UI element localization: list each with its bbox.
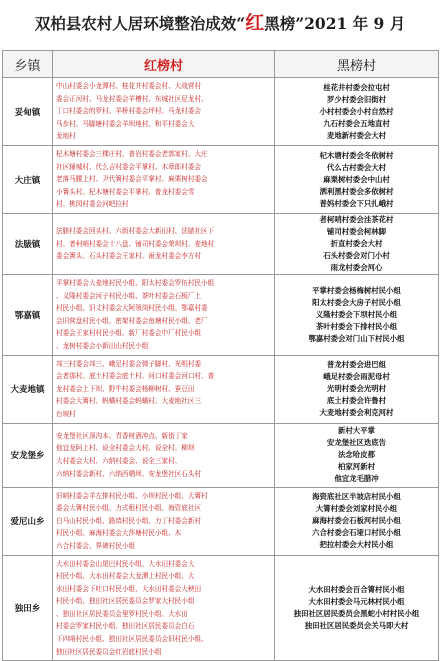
black-list-village: 光明村委会光明村: [326, 384, 387, 394]
table-header-row: [3, 51, 439, 78]
black-list-village: 海资底社区半坡店村民小组: [312, 492, 401, 502]
red-list-cell: [53, 214, 275, 275]
red-list-line: 他宜龙阿上村、说全村委会大村、说全村、柳坝: [56, 444, 195, 453]
black-list-village: 罗少村委会旧街村: [326, 94, 387, 104]
table-row: [3, 146, 439, 214]
black-list-cell: [275, 423, 439, 487]
red-list-line: 村民小组、独田社区居民委员会罗家大村民小组: [56, 597, 195, 606]
black-list-village: 大箐村委会刘家村民小组: [315, 504, 398, 514]
red-list-line: 中山村委会小龙潭村、桂花井村委会村、大战营村: [56, 82, 202, 91]
black-list-village: 茶叶村委会下排村民小组: [315, 321, 398, 331]
red-list-line: 委会大箐村民小组、力式租村民小组、海资底社区: [56, 504, 202, 513]
table-row: [3, 355, 439, 423]
black-list-village: 阳太村委会大房子村民小组: [312, 297, 401, 307]
red-list-cell: [53, 355, 275, 423]
red-list-line: 村民小组、旧丈村委会大阿领岗村民小组、鄂嘉村委: [56, 304, 208, 313]
red-list-line: 小箐头村、杞木塘村委会平掌村、普龙村委会雪: [56, 187, 195, 196]
black-list-village: 峨足村委会雨泥母村: [323, 372, 390, 382]
red-list-line: 、义隆村委会河子村民小组、茶叶村委会石板厂上: [56, 291, 202, 300]
black-list-cell: [275, 275, 439, 356]
black-list-village: 洒利黑村委会多依树村: [319, 186, 394, 196]
red-list-line: 老落马腰上村、尹代箐村委会平掌村、麻栗树村委会: [56, 175, 208, 184]
town-name: 独田乡: [3, 555, 53, 661]
town-name: 法脿镇: [3, 214, 53, 275]
black-list-village: 小村村委会小村自然村: [319, 106, 394, 116]
red-list-line: 下四哨村民小组、独田社区居民委员会旧村民小组、: [56, 635, 208, 644]
table-row: [3, 214, 439, 275]
ranking-table: [2, 50, 439, 661]
red-list-line: 龙地村: [56, 132, 76, 141]
red-list-line: 村民小组、麻海村委会大莎塘村民小组、木: [56, 529, 182, 538]
black-list-village: 柏家河新村: [338, 462, 375, 472]
black-list-village: 六合村委会石垭口村民小组: [312, 528, 401, 538]
black-list-village: 他宜龙毛腊冲: [334, 474, 379, 484]
title-red-char: 红: [245, 12, 265, 34]
red-list-line: 马步村、马脚塘村委会羊坝地村、和平村委会大: [56, 119, 195, 128]
black-list-village: 麻栗树村委会中山村: [323, 174, 390, 184]
red-list-line: 委会正河村、马龙村委会羊槽村、东城社区尼龙村、: [56, 94, 208, 103]
black-list-cell: [275, 555, 439, 661]
page-title: [0, 3, 440, 43]
red-list-line: 杞木塘村委会三棵庄村、普岩村委会老郭家村、大庄: [56, 150, 208, 159]
red-list-line: 法脿村委会回头村、六街村委会大新田村、法脿社区下: [56, 227, 215, 236]
black-list-village: 折直村委会大村: [330, 239, 383, 248]
red-list-line: 六纳村委会新村、六纳西晒坝、安龙堡社区石头村: [56, 469, 202, 478]
town-name: 鄂嘉镇: [3, 275, 53, 356]
red-list-line: 委会箐头、石头村委会王家村、雨龙村委会李方村: [56, 252, 202, 261]
black-list-village: 石头村委会对门小村: [323, 251, 390, 260]
red-list-line: 平掌村委会大麦地村民小组、阳太村委会罗伍村民小组: [56, 279, 215, 287]
red-list-line: 大村委会大村、六纳村委会、说全三家村、: [56, 457, 182, 466]
black-list-cell: [275, 355, 439, 423]
red-list-cell: [53, 555, 275, 661]
red-list-line: 丁口村委会的罗村、羊桥村委会坪村、马龙村委会: [56, 107, 202, 116]
red-list-cell: [53, 78, 275, 146]
red-list-cell: [53, 275, 275, 356]
black-list-village: 九石村委会五地直村: [323, 118, 390, 128]
black-list-village: 新村大平掌: [338, 426, 375, 436]
black-list-village: 麻海村委会石板河村民小组: [312, 516, 401, 526]
town-name: 爱尼山乡: [3, 487, 53, 555]
black-list-village: 底土村委会许鲁村: [326, 396, 387, 406]
red-list-cell: [53, 146, 275, 214]
header-town: 乡镇: [3, 51, 53, 78]
red-list-line: 龙村委会上下坝、野牛村委会杨柳树村、蚕豆田: [56, 384, 195, 393]
red-list-line: 、龙树村委会小新田山村民小组: [56, 341, 149, 350]
header-black-list: 黑榜村: [275, 51, 439, 78]
black-list-village: 代么古村委会大村: [326, 162, 387, 172]
table-row: [3, 78, 439, 146]
red-list-line: 社区辅城村、代么吉村委会平掌村、木章郎村委会: [56, 162, 202, 171]
red-list-line: 村委会王家村村民小组、新厂村委会中厂村民小组: [56, 329, 202, 338]
red-list-line: 村、者柯哨村委会十八盘、铺司村委会荣坝村、麦地村: [56, 239, 215, 248]
black-list-village: 安龙堡社区迭底告: [326, 438, 387, 448]
red-list-line: 大水田村委会山尾巴村民小组、大水田村委会大: [56, 559, 195, 568]
black-list-cell: [275, 146, 439, 214]
red-list-line: 村、桃园村委会河吧拉村: [56, 200, 129, 209]
black-list-village: 者柯哨村委会洼茶花村: [319, 215, 394, 224]
table-body: [3, 78, 439, 661]
black-list-village: 大水田村委会马元林村民小组: [308, 596, 405, 606]
black-list-village: 鄂嘉村委会对门山下村民小组: [308, 333, 405, 343]
red-list-line: 旧哨村委会羊左排村民小组、小坝村民小组、大箐村: [56, 491, 208, 500]
black-list-village: 大麦地村委会利克河村: [319, 408, 394, 418]
black-list-village: 独田社区居民委员会黑蛇小村村民小组: [293, 608, 420, 618]
black-list-village: 雨龙村委会河心: [330, 263, 383, 272]
town-name: 安龙堡乡: [3, 423, 53, 487]
black-list-village: 义隆村委会下坝村民小组: [315, 309, 398, 319]
black-list-cell: [275, 214, 439, 275]
red-list-line: 台坡村: [56, 409, 76, 418]
black-list-cell: [275, 487, 439, 555]
town-name: 妥甸镇: [3, 78, 53, 146]
red-list-line: 村委会罗家村民小组、独田社区居民委员会白石: [56, 622, 195, 631]
red-list-line: 水田村委会下吐口村民小组、大水田村委会大秧田: [56, 584, 202, 593]
red-list-line: 、独田社区居民委员会里罗村民小组、大水田: [56, 609, 188, 618]
table-row: [3, 555, 439, 661]
black-list-village: 把拉村委会大村民小组: [319, 540, 394, 550]
table-row: [3, 275, 439, 356]
red-list-cell: [53, 423, 275, 487]
red-list-line: 邦三村委会邦三、峨足村委会弹子脚村、光明村委: [56, 359, 202, 368]
red-list-cell: [53, 487, 275, 555]
red-list-line: 独田社区居民委员会红岩底村民小组: [56, 647, 162, 656]
header-red-list: 红榜村: [53, 51, 275, 78]
title-part-2: 黑榜”2021 年 9 月: [264, 14, 406, 33]
black-list-village: 普妈村委会下只扎峨村: [319, 198, 394, 208]
red-list-line: 会者那村、底土村委会底土村、河口村委会河口村、普: [56, 372, 215, 381]
red-list-line: 村民小组、大水田村委会大龙潭上村民小组、大: [56, 572, 195, 581]
black-list-village: 大水田村委会百合箐村民小组: [308, 584, 405, 594]
red-list-line: 会旧营盘村民小组、密架村委会鱼塘村民小组、老厂: [56, 316, 208, 325]
red-list-line: 六合村委会、界碑村民小组: [56, 541, 136, 550]
title-part-1: 双柏县农村人居环境整治成效“: [34, 14, 246, 33]
black-list-village: 平掌村委会杨梅树村民小组: [312, 285, 401, 295]
table-row: [3, 423, 439, 487]
town-name: 大麦地镇: [3, 355, 53, 423]
red-list-line: 安龙堡社区深沟本、青香树酒冲点、新街丁家: [56, 431, 188, 440]
black-list-village: 桂花井村委会拉屯村: [323, 82, 390, 92]
black-list-cell: [275, 78, 439, 146]
black-list-village: 独田社区居民委员会关马即大村: [304, 620, 409, 630]
table-row: [3, 487, 439, 555]
black-list-village: 杞木塘村委会冬依树村: [319, 150, 394, 160]
black-list-village: 铺司村委会柯林脚: [326, 227, 387, 236]
red-list-line: 村委会大箐村、蚂蟥村委会蚂蟥村、大麦地社区三: [56, 397, 202, 406]
black-list-village: 麦地新村委会大村: [326, 130, 387, 140]
black-list-village: 法念哈皮都: [338, 450, 375, 460]
black-list-village: 普龙村委会进巴组: [326, 360, 387, 370]
town-name: 大庄镇: [3, 146, 53, 214]
red-list-line: 白马山村民小组、路墙村民小组、力丁村委会新村: [56, 516, 202, 525]
